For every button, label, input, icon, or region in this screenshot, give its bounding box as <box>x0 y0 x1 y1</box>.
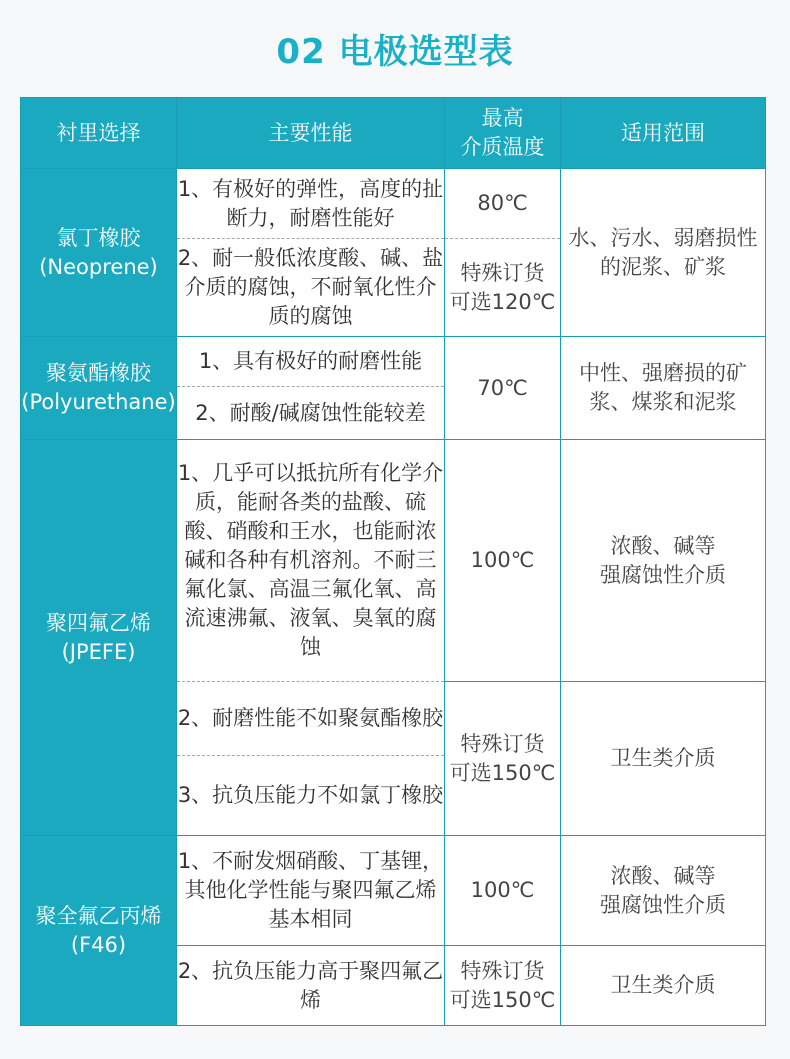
performance-cell: 2、耐磨性能不如聚氨酯橡胶 <box>177 682 445 756</box>
table-row <box>21 836 766 946</box>
header-performance: 主要性能 <box>177 98 445 169</box>
scope-line1: 浓酸、碱等 <box>610 863 716 888</box>
temperature-line2: 可选150℃ <box>449 987 556 1012</box>
scope-cell <box>561 836 766 946</box>
header-temperature <box>445 98 561 169</box>
lining-cell <box>21 836 177 1026</box>
lining-english: (F46) <box>70 932 127 957</box>
temperature-cell: 80℃ <box>445 169 561 239</box>
scope-line2: 强腐蚀性介质 <box>600 562 726 587</box>
lining-english: (JPEFE) <box>61 639 136 664</box>
lining-name: 聚氨酯橡胶 <box>46 361 151 385</box>
performance-cell: 2、抗负压能力高于聚四氟乙烯 <box>177 946 445 1026</box>
temperature-line1: 特殊订货 <box>460 958 545 983</box>
table-row <box>21 440 766 682</box>
scope-cell: 卫生类介质 <box>561 682 766 836</box>
temperature-cell: 100℃ <box>445 440 561 682</box>
lining-name: 氯丁橡胶 <box>56 225 141 250</box>
page-title: 02 电极选型表 <box>276 32 514 72</box>
scope-cell <box>561 440 766 682</box>
temperature-cell: 70℃ <box>445 337 561 440</box>
lining-name: 聚全氟乙丙烯 <box>35 903 162 928</box>
performance-cell: 1、不耐发烟硝酸、丁基锂，其他化学性能与聚四氟乙烯基本相同 <box>177 836 445 946</box>
performance-cell: 1、具有极好的耐磨性能 <box>177 337 445 387</box>
performance-cell: 3、抗负压能力不如氯丁橡胶 <box>177 756 445 836</box>
lining-english: (Polyurethane) <box>21 390 176 414</box>
temperature-cell <box>445 946 561 1026</box>
header-temperature-line2: 介质温度 <box>460 135 545 159</box>
temperature-cell <box>445 239 561 337</box>
scope-cell: 卫生类介质 <box>561 946 766 1026</box>
table-header-row <box>21 98 766 169</box>
temperature-cell <box>445 682 561 836</box>
table-row <box>21 169 766 239</box>
scope-line1: 浓酸、碱等 <box>610 533 716 558</box>
performance-cell: 1、有极好的弹性，高度的扯断力，耐磨性能好 <box>177 169 445 239</box>
scope-cell: 中性、强磨损的矿浆、煤浆和泥浆 <box>561 337 766 440</box>
lining-english: (Neoprene) <box>39 254 158 279</box>
temperature-line2: 可选150℃ <box>449 760 556 785</box>
table-row <box>21 337 766 387</box>
lining-name: 聚四氟乙烯 <box>46 610 151 635</box>
temperature-cell: 100℃ <box>445 836 561 946</box>
electrode-selection-table <box>20 97 766 1026</box>
lining-cell <box>21 169 177 337</box>
performance-cell: 2、耐一般低浓度酸、碱、盐介质的腐蚀，不耐氧化性介质的腐蚀 <box>177 239 445 337</box>
scope-line2: 强腐蚀性介质 <box>600 892 726 917</box>
temperature-line2: 可选120℃ <box>449 289 556 314</box>
header-temperature-line1: 最高 <box>481 106 524 130</box>
header-lining: 衬里选择 <box>21 98 177 169</box>
performance-cell: 2、耐酸/碱腐蚀性能较差 <box>177 387 445 440</box>
lining-cell <box>21 440 177 836</box>
header-scope: 适用范围 <box>561 98 766 169</box>
lining-cell <box>21 337 177 440</box>
scope-cell: 水、污水、弱磨损性的泥浆、矿浆 <box>561 169 766 337</box>
temperature-line1: 特殊订货 <box>460 731 545 756</box>
temperature-line1: 特殊订货 <box>460 260 545 285</box>
performance-cell: 1、几乎可以抵抗所有化学介质，能耐各类的盐酸、硫酸、硝酸和王水，也能耐浓碱和各种有机溶剂。不耐三氟化氯、高温三氟化氧、高流速沸氟、液氧、臭氧的腐蚀 <box>177 440 445 682</box>
